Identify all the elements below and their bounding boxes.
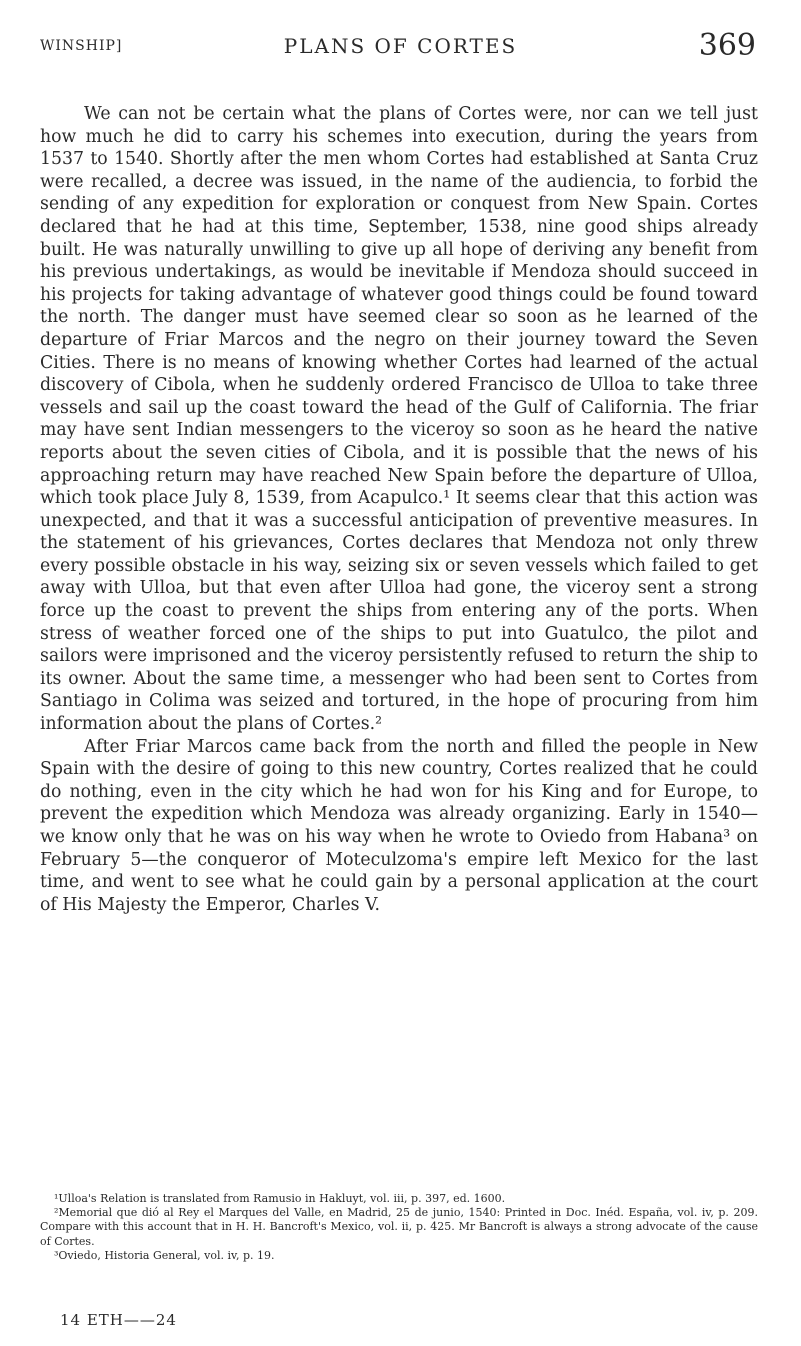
footnote: ³Oviedo, Historia General, vol. iv, p. 19. [54, 1248, 275, 1262]
body-text [40, 103, 758, 916]
paragraph: After Friar Marcos came back from the north and filled the people in New Spain with the desire of going to this new country, Cortes realized that he could do nothing, even in the city which he had won for his King and for Europe, to prevent the expedition which Mendoza was already organizing. Early in 1540—we know only that he was on his way when he wrote to Oviedo from Habana³ on February 5—the conqueror of Moteculzoma's empire left Mexico for the last time, and went to see what he could gain by a personal application at the court of His Majesty the Emperor, Charles V. [40, 736, 758, 915]
footnotes [40, 1192, 758, 1263]
header-author: WINSHIP] [40, 38, 123, 54]
footnote: ¹Ulloa's Relation is translated from Ramusio in Hakluyt, vol. iii, p. 397, ed. 1600. [54, 1192, 506, 1205]
signature-mark: 14 ETH——24 [60, 1311, 177, 1329]
header-title: PLANS OF CORTES [283, 34, 518, 58]
page-number: 369 [698, 28, 756, 63]
paragraph: We can not be certain what the plans of Cortes were, nor can we tell just how much he did to carry his schemes into execution, during the years from 1537 to 1540. Shortly after the men whom Cortes had established at Santa Cruz were recalled, a decree was issued, in the name of the audiencia, to forbid the sending of any expedition for exploration or conquest from New Spain. Cortes declared that he had at this time, September, 1538, nine good ships already built. He was naturally unwilling to give up all hope of deriving any benefit from his previous undertakings, as would be inevitable if Mendoza should succeed in his projects for taking advantage of whatever good things could be found toward the north. The danger must have seemed clear so soon as he learned of the departure of Friar Marcos and the negro on their journey toward the Seven Cities. There is no means of knowing whether Cortes had learned of the actual discovery of Cibola, when he suddenly ordered Francisco de Ulloa to take three vessels and sail up the coast toward the head of the Gulf of California. The friar may have sent Indian messengers to the viceroy so soon as he heard the native reports about the seven cities of Cibola, and it is possible that the news of his approaching return may have reached New Spain before the departure of Ulloa, which took place July 8, 1539, from Acapulco.¹ It seems clear that this action was unexpected, and that it was a successful anticipation of preventive measures. In the statement of his grievances, Cortes declares that Mendoza not only threw every possible obstacle in his way, seizing six or seven vessels which failed to get away with Ulloa, but that even after Ulloa had gone, the viceroy sent a strong force up the coast to prevent the ships from entering any of the ports. When stress of weather forced one of the ships to put into Guatulco, the pilot and sailors were imprisoned and the viceroy persistently refused to return the ship to its owner. About the same time, a messenger who had been sent to Cortes from Santiago in Colima was seized and tortured, in the hope of procuring from him information about the plans of Cortes.² [40, 104, 758, 735]
footnote: ²Memorial que dió al Rey el Marques del Valle, en Madrid, 25 de junio, 1540: Printed in Doc. Inéd. España, vol. iv, p. 209. Compare with this account that in H. H. Bancroft's Mexico, vol. ii, p. 425. Mr Bancroft is always a strong advocate of the cause of Cortes. [40, 1206, 758, 1248]
running-header [0, 0, 801, 80]
